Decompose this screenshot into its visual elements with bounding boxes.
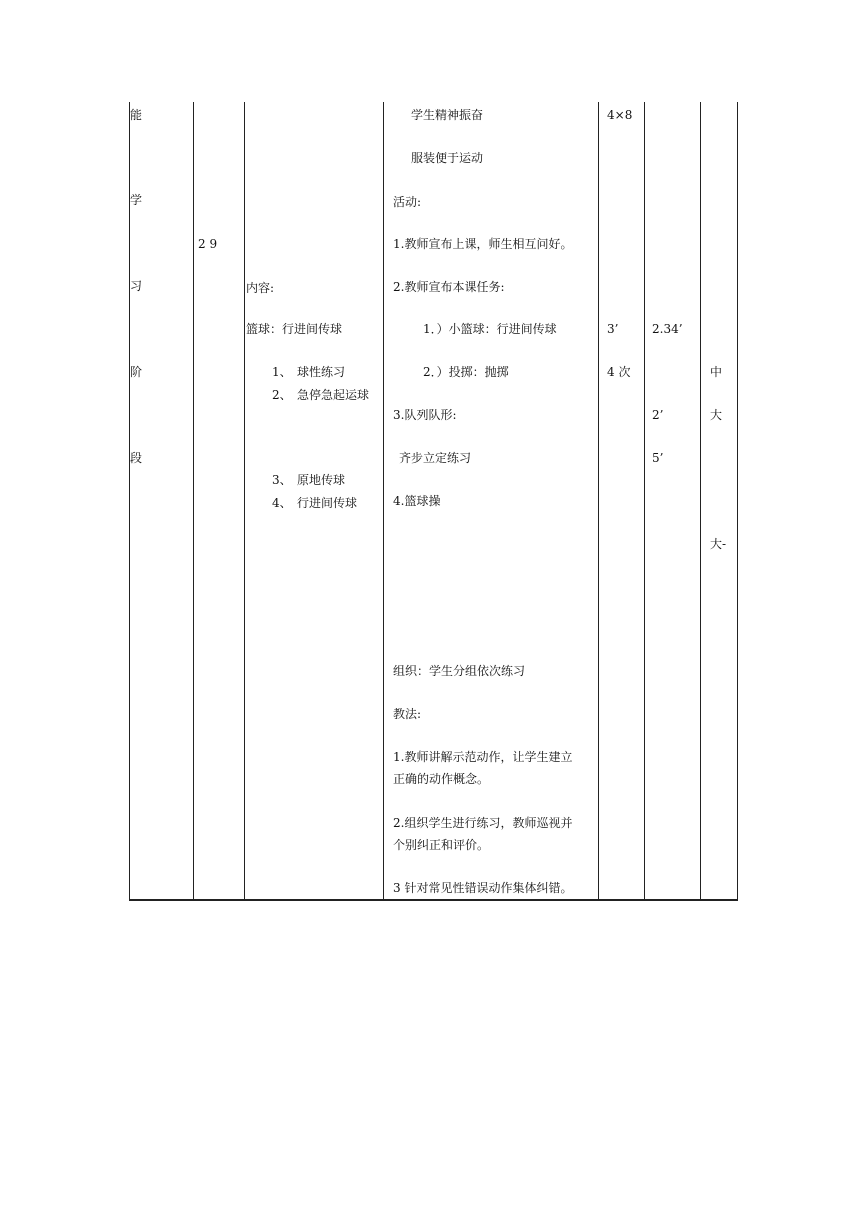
- activity-line: 2.组织学生进行练习，教师巡视并: [393, 816, 573, 830]
- content-item-number: 2、: [272, 388, 292, 402]
- time-value: 3’: [607, 322, 619, 336]
- intensity-value: 大-: [710, 537, 727, 551]
- content-item-number: 3、: [272, 473, 292, 487]
- content-item-text: 行进间传球: [297, 496, 358, 510]
- content-topic: 篮球：行进间传球: [246, 322, 343, 336]
- column-divider: [383, 102, 384, 899]
- activity-line: 组织：学生分组依次练习: [393, 664, 526, 678]
- activity-line: 正确的动作概念。: [393, 772, 490, 786]
- activity-line: 3 针对常见性错误动作集体纠错。: [393, 881, 573, 895]
- repetition-value: 4 次: [607, 365, 631, 379]
- content-label: 内容:: [246, 281, 275, 295]
- stage-char: 能: [130, 108, 143, 122]
- column-divider: [598, 102, 599, 899]
- activity-line: 个别纠正和评价。: [393, 838, 490, 852]
- activity-line: 4.篮球操: [393, 494, 441, 508]
- content-item-number: 4、: [272, 496, 292, 510]
- duration-value: 2.34’: [652, 322, 683, 336]
- activity-line: 齐步立定练习: [399, 451, 472, 465]
- repetition-value: 4×8: [607, 108, 633, 122]
- activity-line: 2．）投掷：抛掷: [423, 365, 509, 379]
- intensity-value: 大: [710, 408, 723, 422]
- activity-line: 活动:: [393, 195, 422, 209]
- content-item-text: 球性练习: [297, 365, 346, 379]
- activity-line: 1.教师宣布上课，师生相互问好。: [393, 237, 573, 251]
- activity-line: 服装便于运动: [411, 151, 484, 165]
- student-count: 2 9: [198, 237, 218, 251]
- stage-char: 阶: [130, 365, 143, 379]
- intensity-value: 中: [710, 365, 723, 379]
- column-divider: [129, 102, 130, 899]
- stage-char: 段: [130, 451, 143, 465]
- activity-line: 1.教师讲解示范动作，让学生建立: [393, 750, 573, 764]
- column-divider: [737, 102, 738, 899]
- activity-line: 2.教师宣布本课任务:: [393, 280, 505, 294]
- activity-line: 3.队列队形:: [393, 408, 457, 422]
- activity-line: 1．）小篮球：行进间传球: [423, 322, 557, 336]
- stage-char: 习: [130, 279, 143, 293]
- column-divider: [193, 102, 194, 899]
- content-item-number: 1、: [272, 365, 292, 379]
- column-divider: [644, 102, 645, 899]
- column-divider: [244, 102, 245, 899]
- column-divider: [700, 102, 701, 899]
- duration-value: 2’: [652, 408, 664, 422]
- stage-char: 学: [130, 193, 143, 207]
- content-item-text: 急停急起运球: [297, 388, 370, 402]
- activity-line: 学生精神振奋: [411, 108, 484, 122]
- duration-value: 5’: [652, 451, 664, 465]
- content-item-text: 原地传球: [297, 473, 346, 487]
- activity-line: 教法:: [393, 707, 422, 721]
